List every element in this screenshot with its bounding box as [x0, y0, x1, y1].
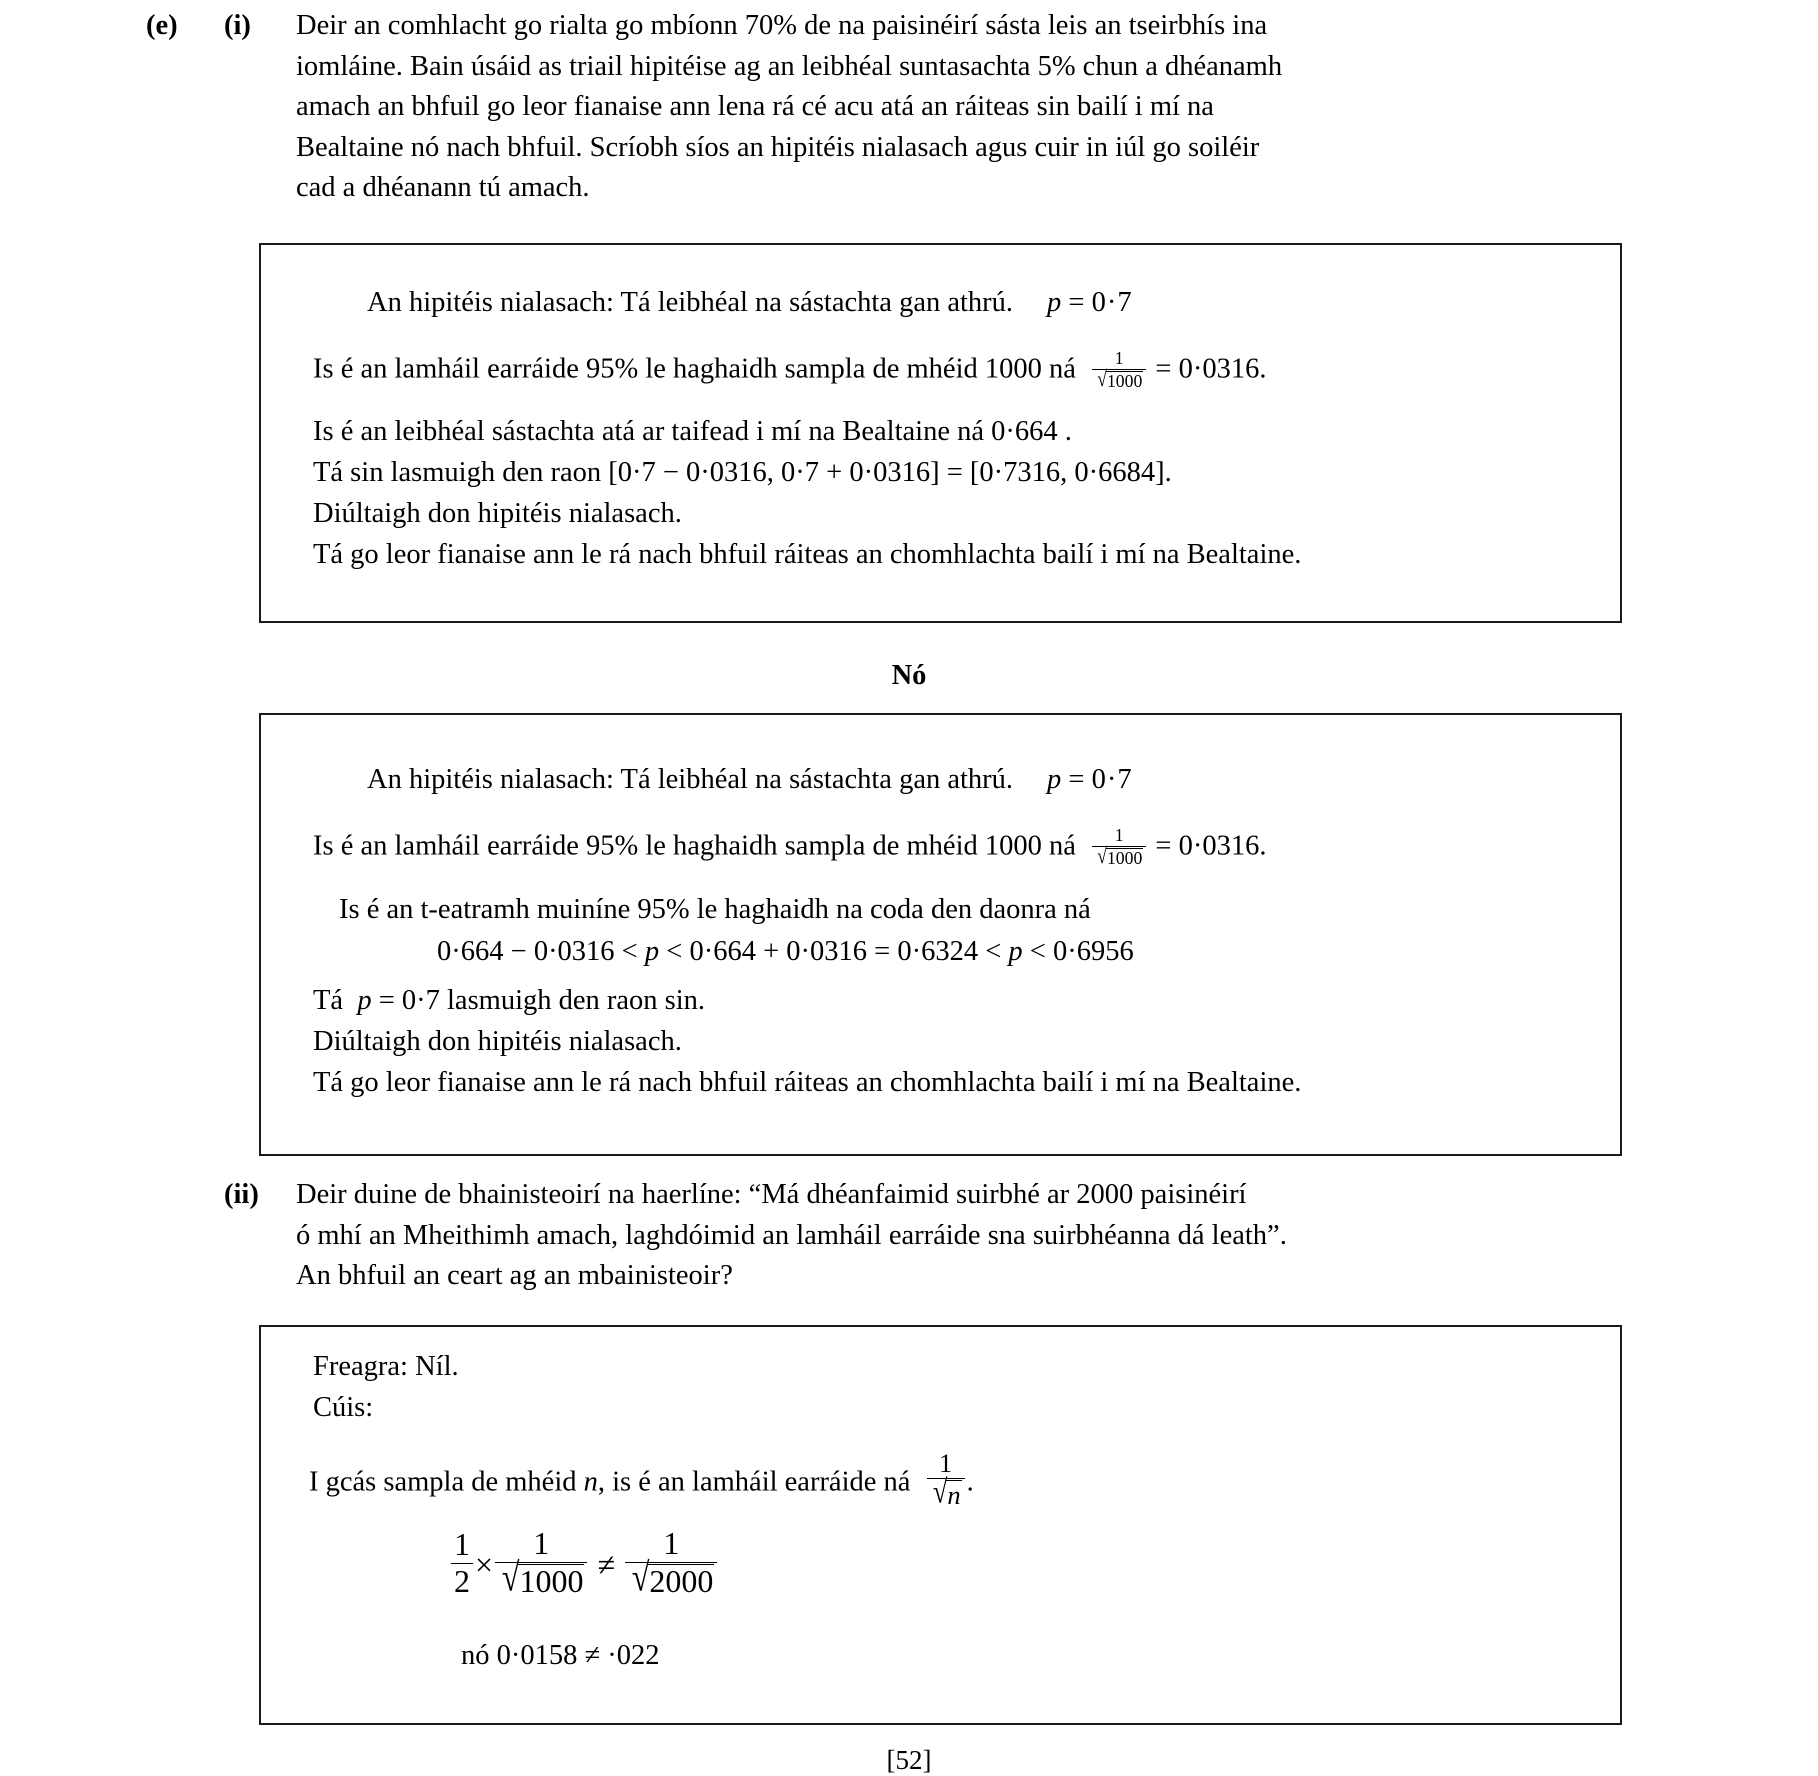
moe-explanation-a: I gcás sampla de mhéid	[309, 1466, 577, 1498]
question-line: ó mhí an Mheithimh amach, laghdóimid an lamháil earráide sna suirbhéanna dá leath”.	[296, 1219, 1287, 1251]
fraction-numerator: 1	[451, 1528, 473, 1564]
math-var-p: p	[1047, 287, 1062, 318]
null-hypothesis-text: An hipitéis nialasach: Tá leibhéal na sástachta gan athrú.	[367, 764, 1014, 795]
part-e-i-question	[296, 6, 1546, 209]
radicand: 1000	[519, 1562, 584, 1599]
not-equal-operator: ≠	[597, 1546, 615, 1583]
answer-line	[437, 938, 1134, 967]
outside-range-b: lasmuigh den raon sin.	[447, 985, 706, 1016]
fraction-denominator	[495, 1553, 587, 1599]
math-dec: 7	[1117, 287, 1132, 318]
answer-line: Tá go leor fianaise ann le rá nach bhfuil ráiteas an chomhlachta bailí i mí na Bealtaine.	[313, 1067, 1302, 1098]
margin-of-error-text: Is é an lamháil earráide 95% le haghaidh sampla de mhéid 1000 ná	[313, 353, 1076, 385]
moe-explanation-b: , is é an lamháil earráide ná	[597, 1466, 911, 1498]
answer-line: Diúltaigh don hipitéis nialasach.	[313, 498, 682, 529]
math-equals: =	[1155, 830, 1172, 862]
math-var-p: p	[644, 936, 660, 967]
fraction-numerator: 1	[625, 1527, 717, 1563]
answer-box-2	[259, 713, 1622, 1156]
fraction-one-half	[451, 1528, 473, 1599]
math-int: 0	[1091, 287, 1106, 318]
moe-result: 0·0316.	[1178, 353, 1267, 385]
fraction-one-over-root-n	[927, 1449, 965, 1509]
fraction-denominator	[1092, 842, 1146, 868]
answer-line	[367, 289, 1132, 318]
math-equals: =	[1068, 764, 1085, 795]
part-roman-i: (i)	[224, 10, 251, 41]
fraction-numerator: 1	[1092, 349, 1146, 370]
math-equals: =	[1068, 287, 1085, 318]
math-var-p: p	[1008, 936, 1023, 967]
answer-line: Is é an leibhéal sástachta atá ar taifead i mí na Bealtaine ná 0·664 .	[313, 416, 1072, 447]
inequality-expression	[449, 1527, 719, 1599]
square-root-icon: √1000	[1097, 365, 1143, 391]
answer-line	[367, 766, 1132, 795]
question-line: An bhfuil an ceart ag an mbainisteoir?	[296, 1260, 733, 1291]
fraction-denominator	[625, 1553, 717, 1599]
radicand: n	[947, 1480, 961, 1511]
question-line: cad a dhéanann tú amach.	[296, 172, 590, 203]
answer-line	[313, 826, 1266, 867]
fraction-denominator	[927, 1472, 965, 1511]
confidence-interval-b: < 0·664 + 0·0316 = 0·6324 <	[666, 936, 1002, 967]
answer-line: Cúis:	[313, 1392, 374, 1423]
answer-line: Is é an t-eatramh muiníne 95% le haghaidh na coda den daonra ná	[339, 894, 1091, 925]
math-int: 0	[1091, 764, 1106, 795]
part-e-ii-question	[296, 1175, 1554, 1297]
question-line: Deir duine de bhainisteoirí na haerlíne: “Má dhéanfaimid suirbhé ar 2000 paisinéirí	[296, 1179, 1247, 1210]
question-line: Deir an comhlacht go rialta go mbíonn 70% de na paisinéirí sásta leis an tseirbhís ina	[296, 10, 1268, 41]
math-var-p: p	[1047, 764, 1062, 795]
math-var-p: p	[357, 985, 372, 1016]
square-root-icon: √1000	[1097, 842, 1143, 868]
fraction-numerator: 1	[927, 1449, 965, 1479]
part-e-i-row	[146, 6, 1546, 209]
math-decimal-dot: ·	[1106, 287, 1117, 318]
answer-line: Diúltaigh don hipitéis nialasach.	[313, 1026, 682, 1057]
answer-line: Freagra: Níl.	[313, 1351, 459, 1382]
moe-result: 0·0316.	[1178, 830, 1267, 862]
fraction-denominator	[1092, 365, 1146, 391]
radicand: 2000	[649, 1562, 714, 1599]
radicand: 1000	[1106, 847, 1143, 868]
math-value: 0·7	[401, 985, 440, 1016]
alternative-label: Nó	[891, 660, 927, 691]
math-equals: =	[378, 985, 395, 1016]
square-root-icon: √n	[932, 1472, 961, 1511]
confidence-interval-a: 0·664 − 0·0316 <	[437, 936, 638, 967]
null-hypothesis-text: An hipitéis nialasach: Tá leibhéal na sástachta gan athrú.	[367, 287, 1014, 318]
fraction-one-over-root-1000	[1092, 826, 1146, 867]
fraction-numerator: 1	[495, 1527, 587, 1563]
math-decimal-dot: ·	[1106, 764, 1117, 795]
answer-line: nó 0·0158 ≠ ·022	[461, 1640, 660, 1671]
math-dec: 7	[1117, 764, 1132, 795]
margin-of-error-text: Is é an lamháil earráide 95% le haghaidh sampla de mhéid 1000 ná	[313, 830, 1076, 862]
question-line: Bealtaine nó nach bhfuil. Scríobh síos an hipitéis nialasach agus cuir in iúl go soiléir	[296, 131, 1260, 163]
answer-line	[309, 1449, 974, 1509]
answer-box-1	[259, 243, 1622, 623]
part-letter-e: (e)	[146, 10, 178, 41]
answer-box-3	[259, 1325, 1622, 1725]
square-root-icon: √2000	[631, 1553, 714, 1599]
fraction-denominator: 2	[454, 1562, 470, 1599]
answer-line: Tá go leor fianaise ann le rá nach bhfuil ráiteas an chomhlachta bailí i mí na Bealtaine.	[313, 539, 1302, 570]
radicand: 1000	[1106, 370, 1143, 391]
square-root-icon: √1000	[501, 1553, 584, 1599]
part-roman-ii: (ii)	[224, 1179, 259, 1210]
times-operator: ×	[475, 1546, 494, 1583]
part-e-ii-row	[224, 1175, 1554, 1297]
period: .	[966, 1466, 974, 1498]
answer-line: Tá sin lasmuigh den raon [0·7 − 0·0316, 0·7 + 0·0316] = [0·7316, 0·6684].	[313, 457, 1172, 488]
outside-range-a: Tá	[313, 985, 344, 1016]
math-var-n: n	[583, 1466, 598, 1498]
fraction-one-over-root-1000	[1092, 349, 1146, 390]
answer-line	[313, 987, 705, 1016]
fraction-numerator: 1	[1092, 826, 1146, 847]
fraction-one-over-root-2000	[625, 1527, 717, 1599]
page-number: [52]	[886, 1745, 932, 1775]
question-line: amach an bhfuil go leor fianaise ann lena rá cé acu atá an ráiteas sin bailí i mí na	[296, 91, 1214, 122]
answer-line	[313, 349, 1266, 390]
fraction-one-over-root-1000	[495, 1527, 587, 1599]
math-equals: =	[1155, 353, 1172, 385]
confidence-interval-c: < 0·6956	[1029, 936, 1134, 967]
question-line: iomláine. Bain úsáid as triail hipitéise ag an leibhéal suntasachta 5% chun a dhéanamh	[296, 50, 1283, 82]
